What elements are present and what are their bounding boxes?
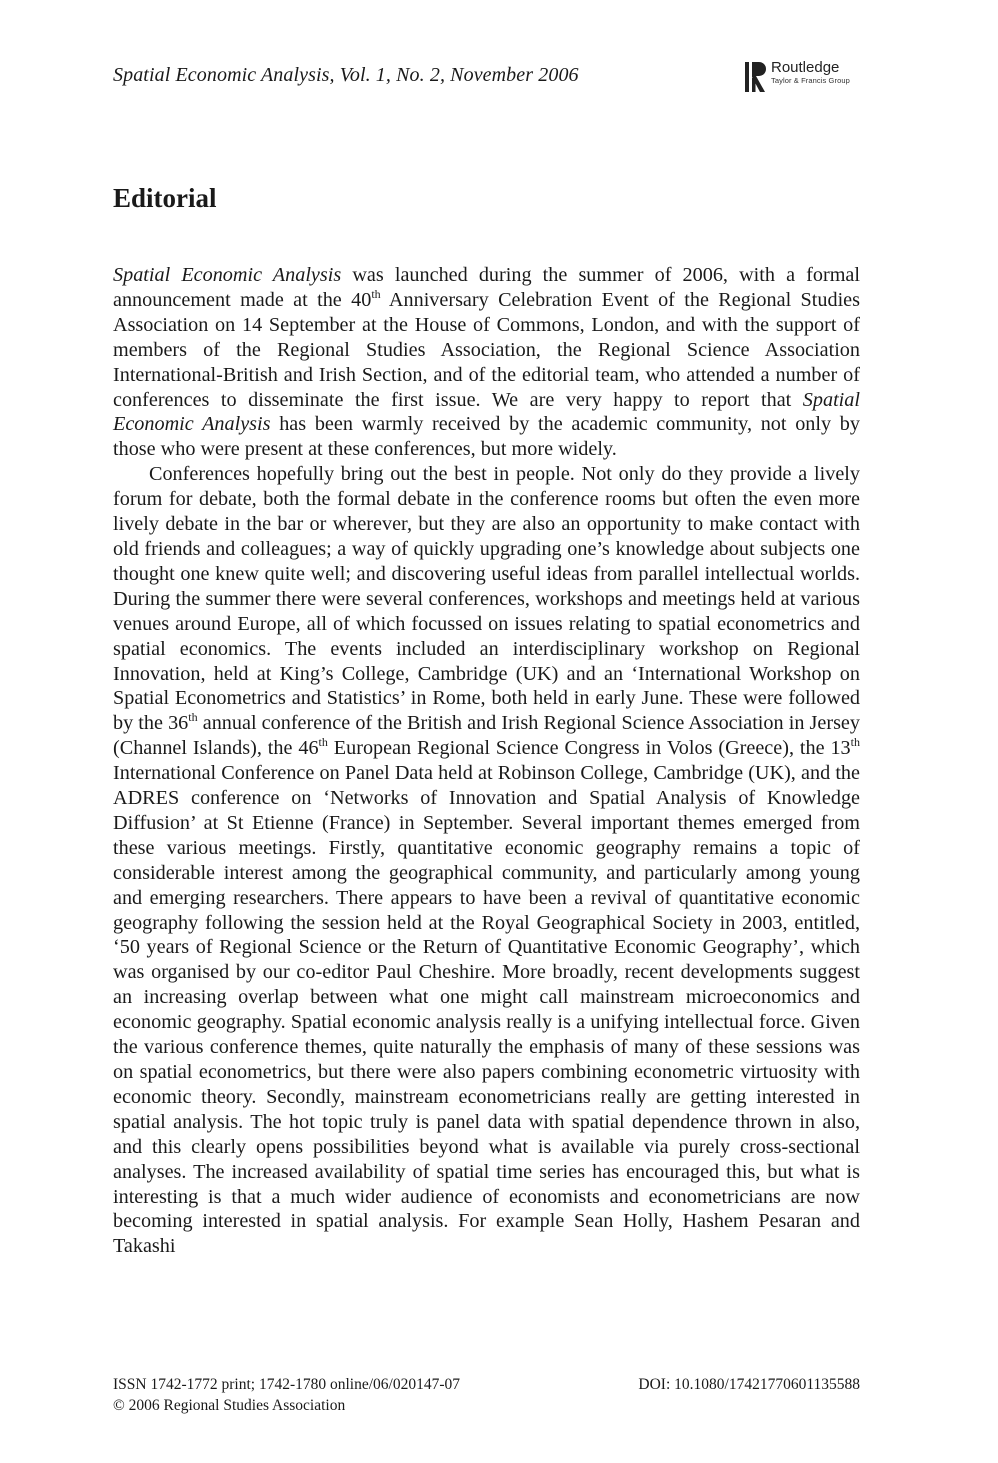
doi-line: DOI: 10.1080/17421770601135588 <box>638 1376 860 1393</box>
p2-text-3: European Regional Science Congress in Volos (Greece), the 13 <box>327 737 851 760</box>
running-head: Spatial Economic Analysis, Vol. 1, No. 2, November 2006 <box>113 64 579 86</box>
publisher-name: Routledge <box>771 59 840 76</box>
p2-text-1: Conferences hopefully bring out the best in people. Not only do they provide a lively forum for debate, both the formal debate in the conference rooms but often the even more lively debate in the bar or wherever, but they are also an opportunity to make contact with old friends and colleagues; a way of quickly upgrading one’s knowledge about subjects one thought one knew quite well; and discovering useful ideas from parallel intellectual worlds. During the summer there were several conferences, workshops and meetings held at various venues around Europe, all of which focussed on issues relating to spatial econometrics and spatial economics. The events included an interdisciplinary workshop on Regional Innovation, held at King’s College, Cambridge (UK) and an ‘International Workshop on Spatial Econometrics and Statistics’ in Rome, both held in early June. These were followed by the 36 <box>113 463 860 735</box>
article-body <box>113 263 860 1259</box>
p2-sup-2: th <box>318 735 328 750</box>
p2-text-4: International Conference on Panel Data held at Robinson College, Cambridge (UK), and the ADRES conference on ‘Networks of Innovation and Spatial Analysis of Knowledge Diffusion’ at St Etienne (France) in September. Several important themes emerged from these various meetings. Firstly, quantitative economic geography remains a topic of considerable interest among the geographical community, and particularly among young and emerging researchers. There appears to have been a revival of quantitative economic geography following the session held at the Royal Geographical Society in 2003, entitled, ‘50 years of Regional Science or the Return of Quantitative Economic Geography’, which was organised by our co-editor Paul Cheshire. More broadly, recent developments suggest an increasing overlap between what one might call mainstream microeconomics and economic geography. Spatial economic analysis really is a unifying intellectual force. Given the various conference themes, quite naturally the emphasis of many of these sessions was on spatial econometrics, but there were also papers combining econometric virtuosity with economic theory. Secondly, mainstream econometricians really are getting interested in spatial analysis. The hot topic truly is panel data with spatial dependence thrown in also, and this clearly opens possibilities beyond what is available via purely cross-sectional analyses. The increased availability of spatial time series has encouraged this, but what is interesting is that a much wider audience of economists and econometricians are now becoming interested in spatial analysis. For example Sean Holly, Hashem Pesaran and Takashi <box>113 762 860 1258</box>
routledge-logo-icon <box>745 60 767 94</box>
journal-name-italic-2: Spatial Economic Analysis <box>113 388 860 436</box>
paragraph-2 <box>113 462 860 1259</box>
page-footer <box>113 1374 860 1416</box>
publisher-group: Taylor & Francis Group <box>771 76 850 85</box>
p1-text-1: was launched during the summer of 2006, with a formal announcement made at the 40 <box>113 264 860 311</box>
p2-sup-3: th <box>850 735 860 750</box>
p2-sup-1: th <box>188 710 198 725</box>
copyright-line: © 2006 Regional Studies Association <box>113 1397 346 1414</box>
p1-text-2: Anniversary Celebration Event of the Regional Studies Association on 14 September at the House of Commons, London, and with the support of members of the Regional Studies Association, the Regional Science Association International-British and Irish Section, and of the editorial team, who attended a number of conferences to disseminate the first issue. We are very happy to report that <box>113 288 860 411</box>
article-title: Editorial <box>113 183 217 213</box>
publisher-logo <box>745 60 850 94</box>
journal-name-italic: Spatial Economic Analysis <box>113 264 342 286</box>
p1-text-3: has been warmly received by the academic community, not only by those who were present at these conferences, but more widely. <box>113 413 860 461</box>
p2-text-2: annual conference of the British and Irish Regional Science Association in Jersey (Channel Islands), the 46 <box>113 712 860 760</box>
paragraph-1 <box>113 263 860 462</box>
issn-line: ISSN 1742-1772 print; 1742-1780 online/06/020147-07 <box>113 1376 461 1393</box>
p1-sup-1: th <box>371 286 381 301</box>
